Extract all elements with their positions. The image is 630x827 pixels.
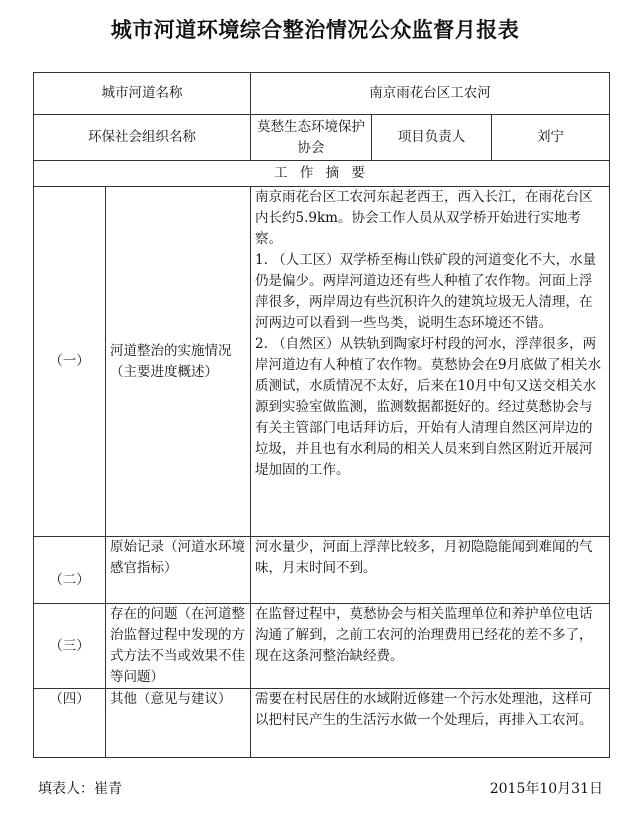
project-leader-label: 项目负责人 bbox=[372, 115, 492, 161]
section-paragraph: 1. （人工区）双学桥至梅山铁矿段的河道变化不大，水量仍是偏少。两岸河道边还有些人种植了农作物。河面上浮萍很多，两岸周边有些沉积许久的建筑垃圾无人清理，在河两边可以看到一些鸟类，说明生态环境还不错。 bbox=[255, 252, 597, 331]
summary-heading: 工 作 摘 要 bbox=[34, 161, 610, 187]
section-row-2 bbox=[34, 537, 610, 604]
river-name-label: 城市河道名称 bbox=[34, 73, 251, 115]
section-label: 河道整治的实施情况（主要进度概述） bbox=[106, 187, 251, 537]
section-content bbox=[251, 537, 610, 604]
form-date: 2015年10月31日 bbox=[489, 781, 603, 797]
section-row-4 bbox=[34, 689, 610, 758]
section-paragraph: 2. （自然区）从铁轨到陶家圩村段的河水，浮萍很多，两岸河道边有人种植了农作物。莫愁协会在9月底做了相关水质测试，水质情况不太好，后来在10月中旬又送交相关水源到实验室做监测，监测数据都挺好的。经过莫愁协会与有关主管部门电话拜访后，开始有人清理自然区河岸边的垃圾，并且也有水利局的相关人员来到自然区附近开展河堤加固的工作。 bbox=[255, 336, 602, 478]
section-paragraph: 南京雨花台区工农河东起老西王，西入长江，在雨花台区内长约5.9km。协会工作人员从双学桥开始进行实地考察。 bbox=[255, 189, 593, 247]
section-number: （三） bbox=[34, 604, 106, 689]
section-label: 原始记录（河道水环境感官指标） bbox=[106, 537, 251, 604]
section-label: 其他（意见与建议） bbox=[106, 689, 251, 758]
organization-row bbox=[34, 115, 610, 161]
form-title: 城市河道环境综合整治情况公众监督月报表 bbox=[110, 18, 520, 42]
summary-heading-row bbox=[34, 161, 610, 187]
section-label: 存在的问题（在河道整治监督过程中发现的方式方法不当或效果不佳等问题） bbox=[106, 604, 251, 689]
section-number: （四） bbox=[34, 689, 106, 758]
section-content bbox=[251, 689, 610, 758]
section-number: （二） bbox=[34, 537, 106, 604]
project-leader-value: 刘宁 bbox=[492, 115, 610, 161]
section-paragraph: 需要在村民居住的水域附近修建一个污水处理池，这样可以把村民产生的生活污水做一个处理后，再排入工农河。 bbox=[255, 691, 593, 728]
section-row-1 bbox=[34, 187, 610, 537]
river-name-row bbox=[34, 73, 610, 115]
section-content bbox=[251, 187, 610, 537]
organization-label: 环保社会组织名称 bbox=[34, 115, 251, 161]
section-paragraph: 河水量少，河面上浮萍比较多，月初隐隐能闻到难闻的气味，月末时间不到。 bbox=[255, 539, 593, 576]
river-name-value: 南京雨花台区工农河 bbox=[251, 73, 610, 115]
section-number: （一） bbox=[34, 187, 106, 537]
organization-value: 莫愁生态环境保护协会 bbox=[251, 115, 372, 161]
section-row-3 bbox=[34, 604, 610, 689]
section-content bbox=[251, 604, 610, 689]
report-table bbox=[33, 72, 610, 758]
section-paragraph: 在监督过程中，莫愁协会与相关监理单位和养护单位电话沟通了解到，之前工农河的治理费用已经花的差不多了，现在这条河整治缺经费。 bbox=[255, 606, 593, 664]
form-filler: 填表人：崔青 bbox=[38, 781, 122, 797]
